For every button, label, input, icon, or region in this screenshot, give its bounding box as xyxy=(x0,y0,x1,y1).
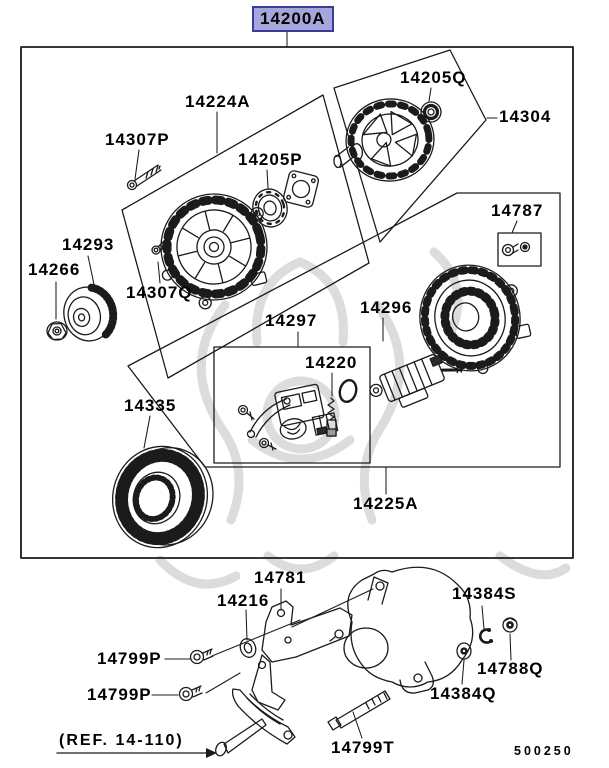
part-label-14781: 14781 xyxy=(254,568,307,587)
bearing-retainer-plate-drawing xyxy=(283,170,320,208)
part-label-14205P: 14205P xyxy=(238,150,303,169)
part-label-14200A-selected[interactable]: 14200A xyxy=(252,6,334,32)
pulley-drawing xyxy=(59,282,118,345)
page-code-label: 500250 xyxy=(514,744,574,758)
mounting-bracket-drawing xyxy=(233,601,352,744)
part-label-14297: 14297 xyxy=(265,311,318,330)
part-label-14205Q: 14205Q xyxy=(400,68,467,87)
part-label-14799P-lower: 14799P xyxy=(87,685,152,704)
part-label-14224A: 14224A xyxy=(185,92,251,111)
part-label-14787: 14787 xyxy=(491,201,544,220)
ref-arrow xyxy=(57,748,217,758)
through-bolt-drawing xyxy=(128,165,162,190)
part-label-14384Q: 14384Q xyxy=(430,684,497,703)
pulley-nut-drawing xyxy=(47,322,67,340)
rectifier-drawing xyxy=(366,346,467,416)
lock-nut-drawing xyxy=(503,618,517,632)
part-label-14307P: 14307P xyxy=(105,130,170,149)
part-label-14307Q: 14307Q xyxy=(126,283,193,302)
rear-housing-drawing xyxy=(410,255,537,385)
part-label-14799P-upper: 14799P xyxy=(97,649,162,668)
part-label-14225A: 14225A xyxy=(353,494,419,513)
stator-drawing xyxy=(100,433,226,562)
snap-clip-drawing xyxy=(480,629,492,643)
part-label-14799T: 14799T xyxy=(331,738,395,757)
bracket-bolt-lower-drawing xyxy=(180,686,203,701)
part-label-14220: 14220 xyxy=(305,353,358,372)
part-label-14304: 14304 xyxy=(499,107,552,126)
part-label-14293: 14293 xyxy=(62,235,115,254)
part-label-14266: 14266 xyxy=(28,260,81,279)
part-label-14788Q: 14788Q xyxy=(477,659,544,678)
part-label-14335: 14335 xyxy=(124,396,177,415)
ref-note-label: (REF. 14-110) xyxy=(59,732,184,749)
rear-bearing-drawing xyxy=(421,102,441,122)
part-label-14216: 14216 xyxy=(217,591,270,610)
part-label-14296: 14296 xyxy=(360,298,413,317)
terminal-set-box xyxy=(498,233,541,266)
bracket-bolt-upper-drawing xyxy=(191,649,214,664)
part-label-14384S: 14384S xyxy=(452,584,517,603)
terminal-set-drawing xyxy=(503,243,530,256)
adjust-bolt-drawing xyxy=(328,691,390,730)
